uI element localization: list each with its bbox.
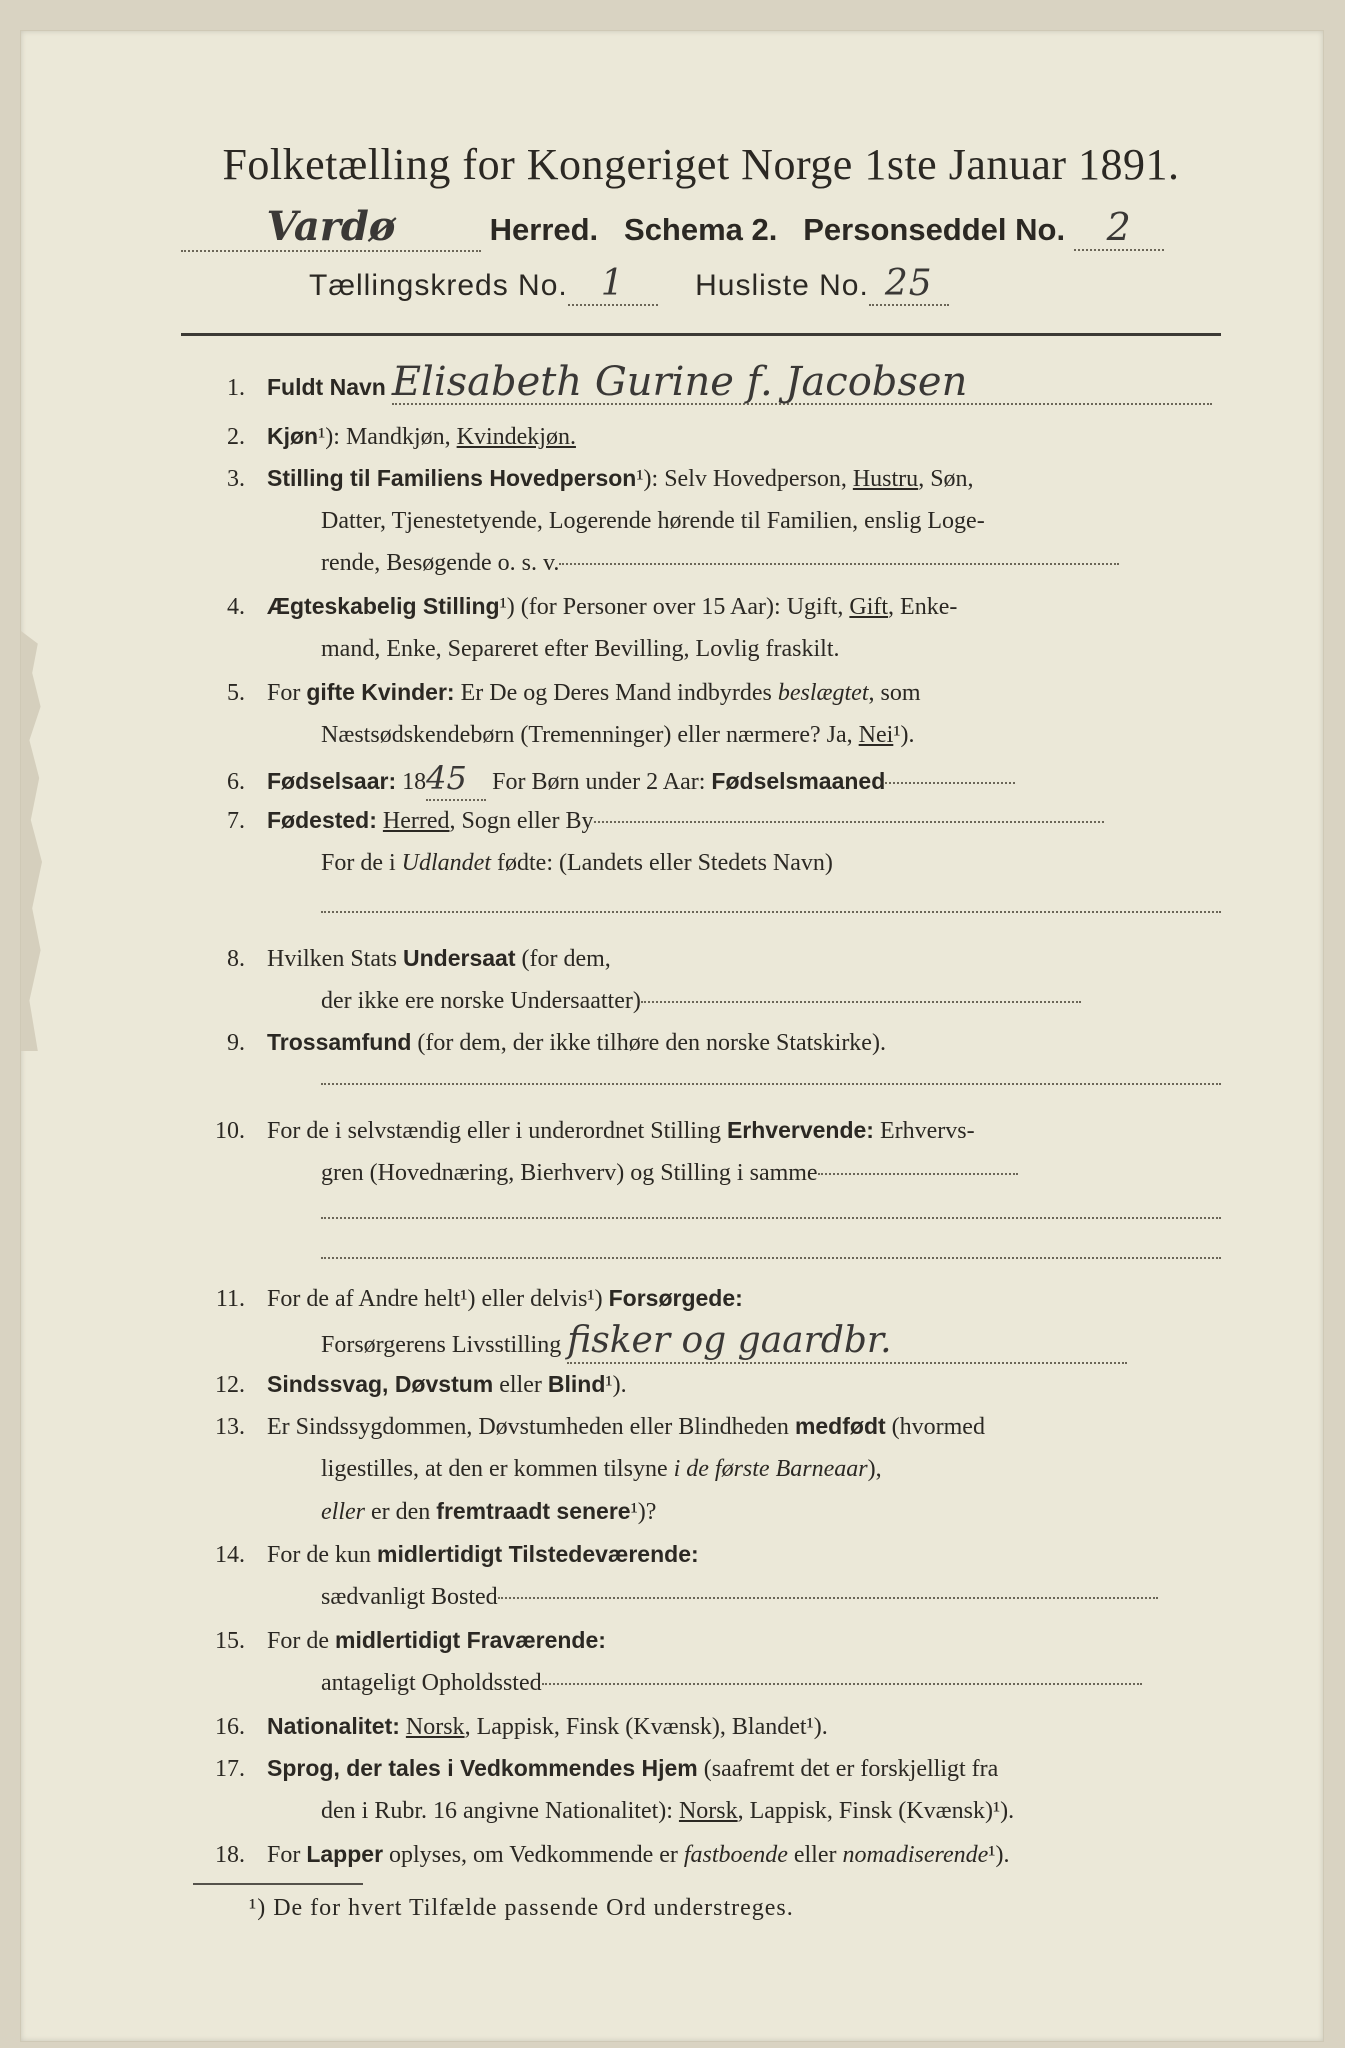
blank-line bbox=[321, 1257, 1221, 1259]
birth-year-value: 45 bbox=[426, 757, 486, 801]
item-9 bbox=[181, 1021, 1231, 1064]
kreds-value: 1 bbox=[568, 263, 658, 306]
item-label: Blind bbox=[547, 1371, 606, 1397]
item-text: ¹). bbox=[988, 1842, 1010, 1868]
item-label: Kjøn bbox=[267, 423, 319, 449]
item-text: nomadiserende bbox=[842, 1842, 989, 1868]
item-text: Datter, Tjenestetyende, Logerende hørende til Familien, enslig Loge- bbox=[321, 508, 985, 534]
item-number: 6. bbox=[227, 769, 245, 795]
selected-option: Herred bbox=[382, 808, 450, 834]
item-label: Fuldt Navn bbox=[267, 374, 386, 400]
item-label: midlertidigt Fraværende: bbox=[335, 1627, 606, 1653]
item-text: oplyses, om Vedkommende er bbox=[383, 1842, 684, 1868]
item-label: Sindssvag, Døvstum bbox=[267, 1371, 494, 1397]
item-text: (for dem, bbox=[515, 946, 611, 972]
item-label: fremtraadt senere bbox=[436, 1498, 631, 1524]
personseddel-value: 2 bbox=[1074, 205, 1164, 251]
item-text: gren (Hovednæring, Bierhverv) og Stilling i samme bbox=[321, 1160, 818, 1186]
item-number: 12. bbox=[215, 1372, 245, 1398]
item-10 bbox=[181, 1109, 1231, 1194]
item-label: Nationalitet: bbox=[267, 1713, 400, 1739]
item-text: ¹) (for Personer over 15 Aar): Ugift, bbox=[499, 594, 850, 620]
item-number: 11. bbox=[215, 1286, 245, 1312]
item-label: medfødt bbox=[794, 1413, 886, 1439]
item-text: Er Sindssygdommen, Døvstumheden eller Blindheden bbox=[267, 1414, 795, 1440]
blank-line bbox=[498, 1597, 1158, 1599]
item-text: (hvormed bbox=[885, 1414, 985, 1440]
item-label: Sprog, der tales i Vedkommendes Hjem bbox=[267, 1755, 698, 1781]
schema-label: Schema 2. bbox=[624, 212, 778, 247]
item-number: 15. bbox=[215, 1628, 245, 1654]
item-text: ¹). bbox=[893, 722, 915, 748]
blank-line bbox=[885, 782, 1015, 784]
item-text: er den bbox=[364, 1499, 437, 1525]
item-16 bbox=[181, 1705, 1231, 1748]
item-1 bbox=[181, 361, 1231, 409]
blank-line bbox=[641, 1001, 1081, 1003]
item-text: , Lappisk, Finsk (Kvænsk), Blandet¹). bbox=[464, 1714, 828, 1740]
blank-line bbox=[321, 1217, 1221, 1219]
item-text: fastboende bbox=[683, 1842, 788, 1868]
form-title: Folketælling for Kongeriget Norge 1ste Januar 1891. bbox=[222, 140, 1180, 189]
item-label: Erhvervende: bbox=[726, 1117, 874, 1143]
item-text: For Børn under 2 Aar: bbox=[486, 769, 712, 795]
item-text: , Lappisk, Finsk (Kvænsk)¹). bbox=[737, 1798, 1015, 1824]
full-name-value: Elisabeth Gurine f. Jacobsen bbox=[392, 361, 1212, 405]
item-text: ¹): Mandkjøn, bbox=[318, 424, 457, 450]
item-text: , Søn, bbox=[918, 466, 974, 492]
item-text: For de i bbox=[321, 850, 402, 876]
item-15 bbox=[181, 1619, 1231, 1704]
item-number: 13. bbox=[215, 1414, 245, 1440]
item-13 bbox=[181, 1405, 1231, 1533]
item-text: (saafremt det er forskjelligt fra bbox=[697, 1756, 999, 1782]
footnote: ¹) De for hvert Tilfælde passende Ord understreges. bbox=[249, 1895, 794, 1921]
item-label: Trossamfund bbox=[267, 1029, 412, 1055]
item-label: Lapper bbox=[306, 1841, 384, 1867]
item-text: ¹): Selv Hovedperson, bbox=[636, 466, 853, 492]
item-text: der ikke ere norske Undersaatter) bbox=[321, 988, 641, 1014]
blank-line bbox=[542, 1683, 1142, 1685]
item-text: For bbox=[267, 680, 307, 706]
item-17 bbox=[181, 1747, 1231, 1832]
item-text: eller bbox=[787, 1842, 843, 1868]
item-text: ¹). bbox=[605, 1372, 627, 1398]
item-number: 17. bbox=[215, 1756, 245, 1782]
selected-option: Norsk bbox=[405, 1714, 465, 1740]
item-number: 16. bbox=[215, 1714, 245, 1740]
item-text: sædvanligt Bosted bbox=[321, 1584, 498, 1610]
item-2 bbox=[181, 415, 1231, 458]
item-12 bbox=[181, 1363, 1231, 1406]
herred-label: Herred. bbox=[489, 212, 599, 247]
item-text: For de af Andre helt¹) eller delvis¹) bbox=[267, 1286, 609, 1312]
item-6 bbox=[181, 757, 1231, 803]
header-rule bbox=[181, 333, 1221, 336]
selected-option: Hustru bbox=[852, 466, 919, 492]
item-text: For de i selvstændig eller i underordnet Stilling bbox=[267, 1118, 727, 1144]
item-number: 7. bbox=[227, 808, 245, 834]
item-number: 4. bbox=[227, 594, 245, 620]
selected-option: Nei bbox=[858, 722, 894, 748]
item-text: ), bbox=[867, 1456, 882, 1482]
item-number: 2. bbox=[227, 424, 245, 450]
item-7 bbox=[181, 799, 1231, 884]
item-number: 18. bbox=[215, 1842, 245, 1868]
torn-edge bbox=[21, 631, 49, 1051]
item-text: Er De og Deres Mand indbyrdes bbox=[454, 680, 778, 706]
selected-option: Gift bbox=[849, 594, 889, 620]
item-text: antageligt Opholdssted bbox=[321, 1670, 542, 1696]
year-prefix: 18 bbox=[402, 769, 427, 795]
item-label: Fødselsaar: bbox=[267, 768, 397, 794]
item-number: 5. bbox=[227, 680, 245, 706]
item-label: Forsørgede: bbox=[608, 1285, 743, 1311]
item-number: 9. bbox=[227, 1030, 245, 1056]
item-3 bbox=[181, 457, 1231, 584]
item-text: Udlandet bbox=[401, 850, 491, 876]
item-text: Hvilken Stats bbox=[267, 946, 403, 972]
item-label: gifte Kvinder: bbox=[306, 679, 455, 705]
item-8 bbox=[181, 937, 1231, 1022]
item-text: , Sogn eller By bbox=[449, 808, 594, 834]
kreds-label: Tællingskreds No. bbox=[309, 269, 568, 302]
footnote-rule bbox=[193, 1883, 363, 1885]
item-label: Ægteskabelig Stilling bbox=[267, 593, 500, 619]
item-text: rende, Besøgende o. s. v. bbox=[321, 550, 560, 576]
item-14 bbox=[181, 1533, 1231, 1618]
item-label: Fødested: bbox=[267, 807, 377, 833]
item-label: Stilling til Familiens Hovedperson bbox=[267, 465, 637, 491]
item-text: , som bbox=[868, 680, 921, 706]
item-5 bbox=[181, 671, 1231, 756]
selected-option: Norsk bbox=[678, 1798, 738, 1824]
item-number: 14. bbox=[215, 1542, 245, 1568]
selected-option: Kvindekjøn. bbox=[456, 424, 576, 450]
item-text: eller bbox=[493, 1372, 548, 1398]
provider-occupation-value: fisker og gaardbr. bbox=[567, 1320, 1127, 1364]
item-4 bbox=[181, 585, 1231, 670]
item-text: den i Rubr. 16 angivne Nationalitet): bbox=[321, 1798, 679, 1824]
item-text: For de kun bbox=[267, 1542, 377, 1568]
header-line-kreds bbox=[309, 263, 1209, 313]
blank-line bbox=[818, 1173, 1018, 1175]
item-label: Fødselsmaaned bbox=[711, 768, 886, 794]
item-label: Undersaat bbox=[403, 945, 516, 971]
blank-line bbox=[321, 911, 1221, 913]
herred-name: Vardø bbox=[181, 203, 481, 252]
personseddel-label: Personseddel No. bbox=[803, 212, 1066, 247]
blank-line bbox=[594, 821, 1104, 823]
item-text: i de første Barneaar bbox=[673, 1456, 868, 1482]
item-text: Erhvervs- bbox=[873, 1118, 975, 1144]
item-number: 8. bbox=[227, 946, 245, 972]
item-text: (for dem, der ikke tilhøre den norske Statskirke). bbox=[411, 1030, 886, 1056]
item-text: eller bbox=[321, 1499, 365, 1525]
item-label: midlertidigt Tilstedeværende: bbox=[377, 1541, 699, 1567]
item-text: For de bbox=[267, 1628, 335, 1654]
header-line-herred bbox=[181, 203, 1241, 253]
item-text: Næstsødskendebørn (Tremenninger) eller nærmere? Ja, bbox=[321, 722, 859, 748]
item-text: beslægtet bbox=[777, 680, 869, 706]
item-number: 10. bbox=[215, 1118, 245, 1144]
item-number: 1. bbox=[227, 375, 245, 401]
blank-line bbox=[559, 563, 1119, 565]
item-text: Forsørgerens Livsstilling bbox=[321, 1332, 562, 1358]
item-text: , Enke- bbox=[888, 594, 958, 620]
item-text: mand, Enke, Separeret efter Bevilling, Lovlig fraskilt. bbox=[321, 636, 840, 662]
item-11 bbox=[181, 1277, 1231, 1366]
census-form-page bbox=[20, 30, 1324, 2042]
item-number: 3. bbox=[227, 466, 245, 492]
item-text: For bbox=[267, 1842, 307, 1868]
item-text: ligestilles, at den er kommen tilsyne bbox=[321, 1456, 674, 1482]
item-18 bbox=[181, 1833, 1231, 1876]
husliste-label: Husliste No. bbox=[695, 269, 869, 302]
husliste-value: 25 bbox=[869, 263, 949, 306]
item-text: ¹)? bbox=[630, 1499, 657, 1525]
item-text: fødte: (Landets eller Stedets Navn) bbox=[491, 850, 833, 876]
blank-line bbox=[321, 1083, 1221, 1085]
